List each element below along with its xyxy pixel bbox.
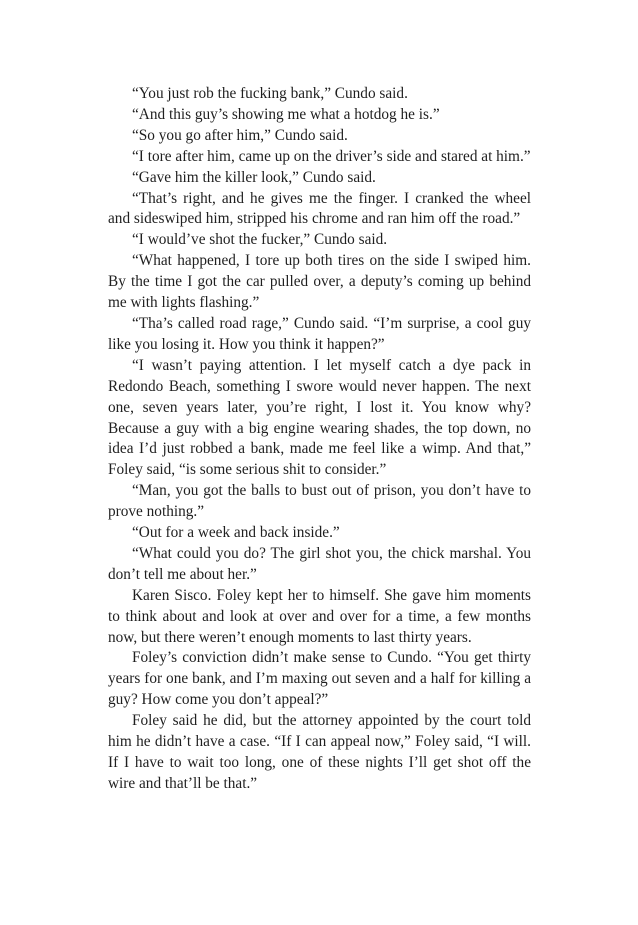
- paragraph: “And this guy’s showing me what a hotdog he is.”: [132, 105, 440, 123]
- paragraph: “Out for a week and back inside.”: [132, 524, 340, 542]
- paragraph: “I wasn’t paying attention. I let myself catch a dye pack in Redondo Beach, something I swore would never happen. The next one, seven years later, you’re right, I lost it. You know why? Because a guy with a big engine wearing shades, the top down, no idea I’d just robbed a bank, made me feel like a wimp. And that,” Foley said, “is some serious shit to consider.”: [108, 356, 531, 479]
- paragraph: “What could you do? The girl shot you, the chick marshal. You don’t tell me about her.”: [108, 544, 531, 583]
- paragraph: “What happened, I tore up both tires on the side I swiped him. By the time I got the car pulled over, a deputy’s coming up behind me with lights flashing.”: [108, 252, 531, 312]
- paragraph: “Man, you got the balls to bust out of prison, you don’t have to prove nothing.”: [108, 482, 531, 521]
- paragraph: “Tha’s called road rage,” Cundo said. “I’m surprise, a cool guy like you losing it. How you think it happen?”: [108, 314, 531, 353]
- paragraph: “I would’ve shot the fucker,” Cundo said.: [132, 231, 388, 249]
- paragraph: “That’s right, and he gives me the finger. I cranked the wheel and sideswiped him, stripped his chrome and ran him off the road.”: [108, 189, 531, 228]
- paragraph: “Gave him the killer look,” Cundo said.: [132, 168, 376, 186]
- paragraph: Foley’s conviction didn’t make sense to Cundo. “You get thirty years for one bank, and I’m maxing out seven and a half for killing a guy? How come you don’t appeal?”: [108, 649, 531, 709]
- paragraph: “You just rob the fucking bank,” Cundo said.: [132, 85, 408, 102]
- book-page-text: [108, 84, 531, 795]
- paragraph: Karen Sisco. Foley kept her to himself. She gave him moments to think about and look at over and over for a time, a few months now, but there weren’t enough moments to last thirty years.: [108, 586, 531, 646]
- paragraph: “So you go after him,” Cundo said.: [132, 126, 348, 144]
- paragraph: “I tore after him, came up on the driver’s side and stared at him.”: [132, 147, 531, 165]
- paragraph: Foley said he did, but the attorney appointed by the court told him he didn’t have a case. “If I can appeal now,” Foley said, “I will. If I have to wait too long, one of these nights I’ll get shot off the wire and that’ll be that.”: [108, 712, 531, 792]
